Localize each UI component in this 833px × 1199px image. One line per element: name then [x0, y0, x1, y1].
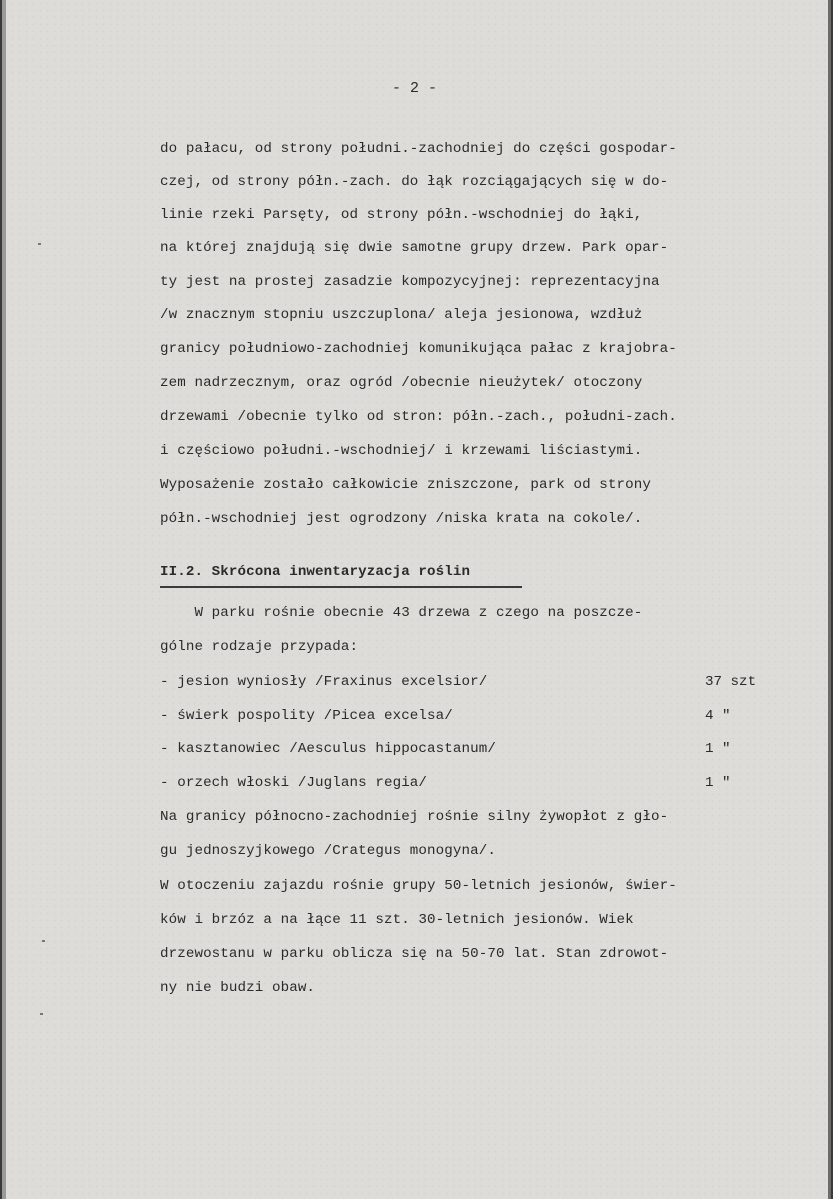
tree-list-item-count: 4 " — [705, 708, 731, 724]
paragraph-line-9: drzewami /obecnie tylko od stron: półn.-zach., południ-zach. — [160, 409, 677, 425]
scan-edge-left — [2, 0, 6, 1199]
page-number: - 2 - — [392, 80, 438, 97]
section-heading-underline — [160, 586, 522, 588]
paragraph-line-2: czej, od strony półn.-zach. do łąk rozciągających się w do- — [160, 174, 669, 190]
tree-list-item-name: - orzech włoski /Juglans regia/ — [160, 775, 428, 791]
paragraph-line-3: linie rzeki Parsęty, od strony półn.-wschodniej do łąki, — [160, 207, 643, 223]
paragraph-line-4: na której znajdują się dwie samotne grupy drzew. Park opar- — [160, 240, 669, 256]
paragraph-line-11: Wyposażenie zostało całkowicie zniszczone, park od strony — [160, 477, 651, 493]
scan-speck — [38, 243, 41, 245]
paragraph-line-5: ty jest na prostej zasadzie kompozycyjnej: reprezentacyjna — [160, 274, 660, 290]
section-heading: II.2. Skrócona inwentaryzacja roślin — [160, 564, 471, 580]
intro-line-1: W parku rośnie obecnie 43 drzewa z czego na poszcze- — [160, 605, 643, 621]
paragraph-line-8: zem nadrzecznym, oraz ogród /obecnie nieużytek/ otoczony — [160, 375, 643, 391]
tree-list-item-name: - kasztanowiec /Aesculus hippocastanum/ — [160, 741, 496, 757]
closing-line-3: W otoczeniu zajazdu rośnie grupy 50-letnich jesionów, świer- — [160, 878, 677, 894]
closing-line-1: Na granicy północno-zachodniej rośnie silny żywopłot z gło- — [160, 809, 669, 825]
tree-list-item-count: 1 " — [705, 775, 731, 791]
paragraph-line-12: półn.-wschodniej jest ogrodzony /niska krata na cokole/. — [160, 511, 643, 527]
tree-list-item-count: 1 " — [705, 741, 731, 757]
paragraph-line-6: /w znacznym stopniu uszczuplona/ aleja jesionowa, wzdłuż — [160, 307, 643, 323]
tree-list-item-count: 37 szt — [705, 674, 757, 690]
tree-list-item-name: - jesion wyniosły /Fraxinus excelsior/ — [160, 674, 488, 690]
scan-speck — [40, 1013, 43, 1015]
closing-line-4: ków i brzóz a na łące 11 szt. 30-letnich jesionów. Wiek — [160, 912, 634, 928]
tree-list-item-name: - świerk pospolity /Picea excelsa/ — [160, 708, 453, 724]
closing-line-5: drzewostanu w parku oblicza się na 50-70 lat. Stan zdrowot- — [160, 946, 669, 962]
closing-line-2: gu jednoszyjkowego /Crategus monogyna/. — [160, 843, 496, 859]
scan-edge-right — [828, 0, 831, 1199]
paragraph-line-10: i częściowo południ.-wschodniej/ i krzewami liściastymi. — [160, 443, 643, 459]
intro-line-2: gólne rodzaje przypada: — [160, 639, 359, 655]
scan-speck — [42, 940, 45, 942]
typewritten-page — [2, 0, 831, 1199]
paragraph-line-7: granicy południowo-zachodniej komunikująca pałac z krajobra- — [160, 341, 677, 357]
paragraph-line-1: do pałacu, od strony południ.-zachodniej do części gospodar- — [160, 141, 677, 157]
closing-line-6: ny nie budzi obaw. — [160, 980, 316, 996]
